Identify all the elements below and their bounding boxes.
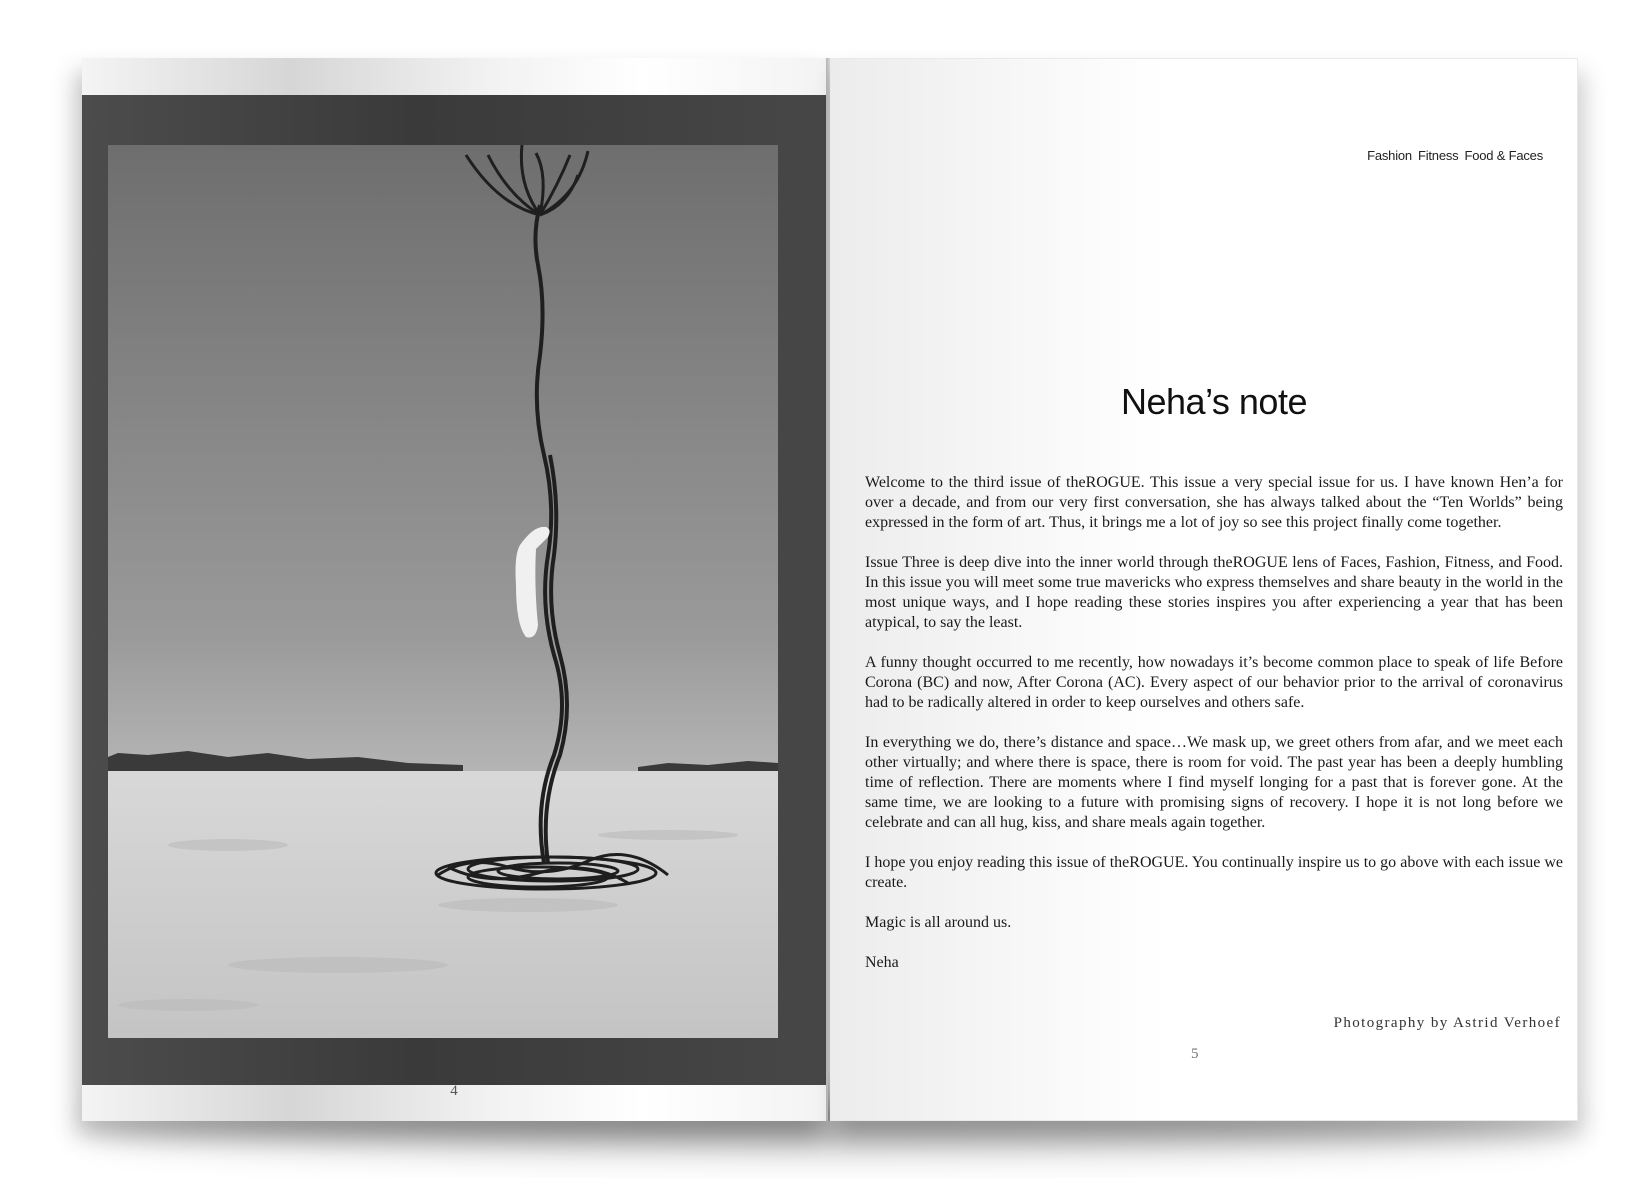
left-page [82, 58, 828, 1121]
category-fashion: Fashion [1367, 148, 1412, 163]
paragraph-3: A funny thought occurred to me recently, how nowadays it’s become common place to speak of life Before Corona (BC) and now, After Corona (AC). Every aspect of our behavior prior to the arrival of coronavirus had to be radically altered in order to keep ourselves and others safe. [865, 654, 1563, 711]
paragraph-5: I hope you enjoy reading this issue of theROGUE. You continually inspire us to go above with each issue we create. [865, 854, 1563, 891]
right-page [830, 58, 1578, 1121]
category-food-faces: Food & Faces [1464, 148, 1543, 163]
paragraph-4: In everything we do, there’s distance and space…We mask up, we greet others from afar, and we meet each other virtually; and where there is space, there is room for void. The past year has been a deeply humbling time of reflection. There are moments where I find myself longing for a past that is forever gone. At the same time, we are looking to a future with promising signs of recovery. I hope it is not long before we celebrate and can all hug, kiss, and share meals again together. [865, 734, 1563, 831]
editor-note-body [865, 473, 1563, 993]
page-title: Neha’s note [1121, 381, 1307, 422]
signature-name: Neha [865, 954, 899, 971]
photo-background-panel [82, 95, 826, 1099]
paragraph-1: Welcome to the third issue of theROGUE. This issue a very special issue for us. I have known Hen’a for over a decade, and from our very first conversation, she has always talked about the “Ten Worlds” being expressed in the form of art. Thus, it brings me a lot of joy so see this project finally come together. [865, 474, 1563, 531]
paragraph-2: Issue Three is deep dive into the inner world through theROGUE lens of Faces, Fashion, Fitness, and Food. In this issue you will meet some true mavericks who express themselves and share beauty in the world in the most unique ways, and I hope reading these stories inspires you after experiencing a year that has been atypical, to say the least. [865, 554, 1563, 631]
photo-credit: Photography by Astrid Verhoef [1333, 1015, 1561, 1031]
cover-photo [108, 145, 778, 1038]
section-categories [1367, 148, 1543, 163]
surreal-tree-photo-icon [108, 145, 778, 1038]
left-page-number: 4 [450, 1083, 458, 1099]
right-page-number: 5 [1191, 1046, 1199, 1062]
paragraph-6: Magic is all around us. [865, 914, 1012, 931]
category-fitness: Fitness [1417, 148, 1459, 163]
